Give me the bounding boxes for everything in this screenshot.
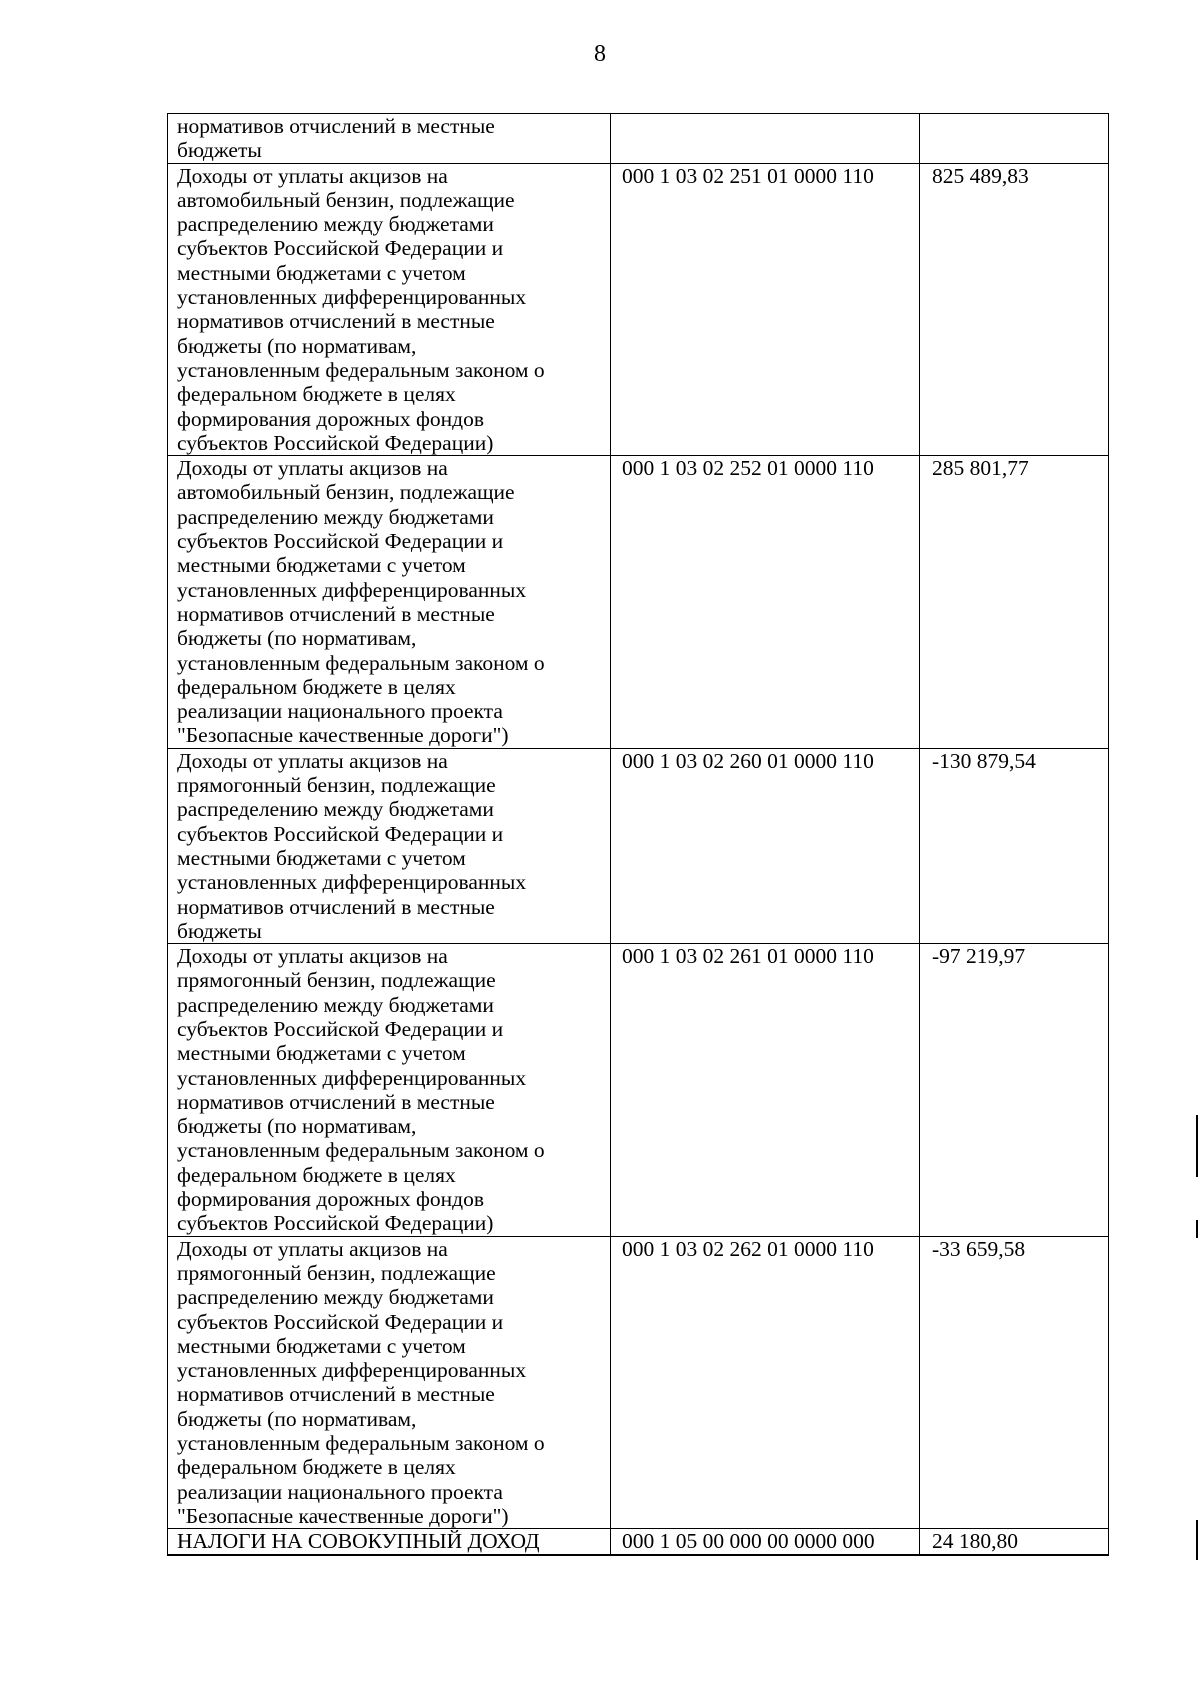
income-name-line: реализации национального проекта (177, 699, 503, 724)
income-name-line: нормативов отчислений в местные (177, 309, 495, 334)
income-name-line: бюджеты (по нормативам, (177, 1406, 417, 1431)
table-row (168, 163, 1109, 456)
income-name-line: автомобильный бензин, подлежащие (177, 187, 515, 212)
income-name-line: федеральном бюджете в целях (177, 1162, 456, 1187)
income-name-line: Доходы от уплаты акцизов на (177, 456, 448, 481)
income-name-line: нормативов отчислений в местные (177, 114, 495, 138)
income-name-line: субъектов Российской Федерации и (177, 529, 504, 554)
income-name-line: субъектов Российской Федерации и (177, 236, 504, 261)
income-name-cell (168, 1529, 611, 1555)
income-name-line: распределению между бюджетами (177, 797, 494, 822)
income-table (167, 113, 1109, 1556)
table-row (168, 456, 1109, 749)
amount-cell: 24 180,80 (920, 1529, 1109, 1555)
income-name-line: бюджеты (177, 918, 262, 943)
income-name-line: федеральном бюджете в целях (177, 382, 456, 407)
income-name-cell (168, 748, 611, 943)
income-name-line: бюджеты (по нормативам, (177, 333, 417, 358)
income-name-line: распределению между бюджетами (177, 1285, 494, 1310)
page-number: 8 (594, 41, 606, 67)
budget-code-cell: 000 1 03 02 251 01 0000 110 (611, 163, 920, 456)
budget-code-cell (611, 114, 920, 164)
income-name-cell (168, 456, 611, 749)
income-name-cell (168, 114, 611, 164)
income-name-line: Доходы от уплаты акцизов на (177, 163, 448, 188)
income-name-line: прямогонный бензин, подлежащие (177, 968, 496, 993)
income-name-line: установленных дифференцированных (177, 1065, 527, 1090)
income-name-line: установленным федеральным законом о (177, 357, 545, 382)
income-name-line: бюджеты (по нормативам, (177, 1114, 417, 1139)
income-name-line: федеральном бюджете в целях (177, 1455, 456, 1480)
income-name-line: Доходы от уплаты акцизов на (177, 748, 448, 773)
income-name-line: нормативов отчислений в местные (177, 1382, 495, 1407)
income-name-cell (168, 944, 611, 1237)
income-name-line: субъектов Российской Федерации и (177, 821, 504, 846)
table-row (168, 114, 1109, 164)
income-name-line: прямогонный бензин, подлежащие (177, 1260, 496, 1285)
amount-cell: -97 219,97 (920, 944, 1109, 1237)
income-name-cell (168, 163, 611, 456)
income-name-line: нормативов отчислений в местные (177, 1089, 495, 1114)
income-name-line: формирования дорожных фондов (177, 406, 485, 431)
amount-cell: 285 801,77 (920, 456, 1109, 749)
income-name-line: автомобильный бензин, подлежащие (177, 480, 515, 505)
budget-code-cell: 000 1 03 02 261 01 0000 110 (611, 944, 920, 1237)
income-name-line: Доходы от уплаты акцизов на (177, 944, 448, 969)
amount-cell (920, 114, 1109, 164)
scan-edge-mark (1196, 1115, 1198, 1177)
amount-cell: -33 659,58 (920, 1236, 1109, 1529)
income-name-line: бюджеты (177, 138, 262, 163)
income-name-line: нормативов отчислений в местные (177, 894, 495, 919)
income-name-line: "Безопасные качественные дороги") (177, 1503, 509, 1528)
income-name-line: установленным федеральным законом о (177, 1138, 545, 1163)
income-name-line: нормативов отчислений в местные (177, 601, 495, 626)
income-name-cell (168, 1236, 611, 1529)
income-name-line: установленным федеральным законом о (177, 1431, 545, 1456)
income-name-line: субъектов Российской Федерации и (177, 1016, 504, 1041)
scan-edge-mark (1196, 1220, 1198, 1238)
income-name-line: местными бюджетами с учетом (177, 553, 466, 578)
income-name-line: распределению между бюджетами (177, 212, 494, 237)
income-name-line: реализации национального проекта (177, 1479, 503, 1504)
budget-code-cell: 000 1 03 02 252 01 0000 110 (611, 456, 920, 749)
income-name-line: установленных дифференцированных (177, 577, 527, 602)
income-name-line: бюджеты (по нормативам, (177, 626, 417, 651)
income-name-line: Доходы от уплаты акцизов на (177, 1236, 448, 1261)
income-name-line: местными бюджетами с учетом (177, 845, 466, 870)
income-name-line: субъектов Российской Федерации) (177, 430, 494, 455)
scan-edge-mark (1196, 1520, 1198, 1560)
income-name-line: местными бюджетами с учетом (177, 260, 466, 285)
income-name-line: установленным федеральным законом о (177, 650, 545, 675)
income-name-line: распределению между бюджетами (177, 992, 494, 1017)
income-name-line: НАЛОГИ НА СОВОКУПНЫЙ ДОХОД (177, 1529, 540, 1554)
budget-code-cell: 000 1 03 02 262 01 0000 110 (611, 1236, 920, 1529)
table-row (168, 1529, 1109, 1555)
table-row (168, 748, 1109, 943)
income-name-line: распределению между бюджетами (177, 504, 494, 529)
budget-code-cell: 000 1 05 00 000 00 0000 000 (611, 1529, 920, 1555)
income-name-line: прямогонный бензин, подлежащие (177, 773, 496, 798)
amount-cell: 825 489,83 (920, 163, 1109, 456)
income-name-line: установленных дифференцированных (177, 870, 527, 895)
income-name-line: федеральном бюджете в целях (177, 674, 456, 699)
amount-cell: -130 879,54 (920, 748, 1109, 943)
income-name-line: установленных дифференцированных (177, 1358, 527, 1383)
income-name-line: формирования дорожных фондов (177, 1187, 485, 1212)
income-name-line: субъектов Российской Федерации и (177, 1309, 504, 1334)
income-name-line: местными бюджетами с учетом (177, 1041, 466, 1066)
table-row (168, 944, 1109, 1237)
income-name-line: местными бюджетами с учетом (177, 1333, 466, 1358)
income-name-line: субъектов Российской Федерации) (177, 1211, 494, 1236)
budget-code-cell: 000 1 03 02 260 01 0000 110 (611, 748, 920, 943)
income-name-line: установленных дифференцированных (177, 285, 527, 310)
table-row (168, 1236, 1109, 1529)
income-name-line: "Безопасные качественные дороги") (177, 723, 509, 748)
